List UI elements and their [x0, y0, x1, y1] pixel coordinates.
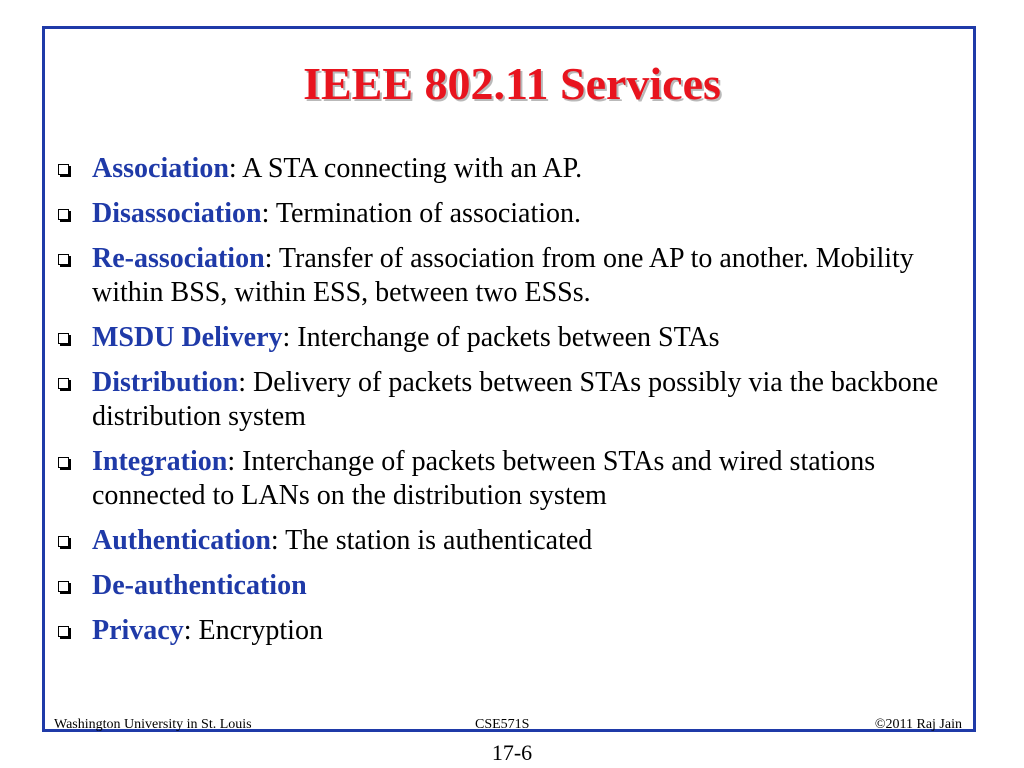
bullet-integration: [52, 445, 952, 513]
footer-copyright: ©2011 Raj Jain: [874, 717, 962, 732]
bullet-text: : A STA connecting with an AP.: [228, 153, 583, 184]
square-bullet-icon: [58, 626, 69, 637]
bullet-text: : Termination of association.: [261, 198, 582, 229]
square-bullet-icon: [58, 164, 69, 175]
bullet-term: Integration: [92, 446, 228, 477]
bullet-msdu-delivery: [52, 321, 952, 355]
bullet-term: Association: [92, 153, 229, 184]
bullet-text: : Interchange of packets between STAs and wired stations connected to LANs on the distribution system: [92, 446, 876, 511]
bullet-privacy: [52, 614, 952, 648]
bullet-text: : The station is authenticated: [270, 525, 593, 556]
slide-title: IEEE 802.11 Services: [303, 58, 721, 109]
square-bullet-icon: [58, 457, 69, 468]
bullet-de-authentication: [52, 569, 952, 603]
page-number: 17-6: [491, 740, 533, 765]
bullet-term: Privacy: [92, 615, 184, 646]
bullet-term: Re-association: [92, 243, 265, 274]
square-bullet-icon: [58, 581, 69, 592]
bullet-term: Disassociation: [92, 198, 262, 229]
bullet-text: : Encryption: [183, 615, 323, 646]
square-bullet-icon: [58, 254, 69, 265]
bullet-disassociation: [52, 197, 952, 231]
bullet-re-association: [52, 242, 952, 310]
bullet-term: De-authentication: [92, 570, 307, 601]
bullet-text: : Delivery of packets between STAs possibly via the backbone distribution system: [92, 367, 939, 432]
square-bullet-icon: [58, 378, 69, 389]
square-bullet-icon: [58, 536, 69, 547]
bullet-list: [52, 152, 952, 659]
bullet-authentication: [52, 524, 952, 558]
bullet-text: : Interchange of packets between STAs: [282, 322, 720, 353]
square-bullet-icon: [58, 333, 69, 344]
footer-institution: Washington University in St. Louis: [54, 717, 252, 732]
bullet-term: Distribution: [92, 367, 239, 398]
bullet-association: [52, 152, 952, 186]
bullet-distribution: [52, 366, 952, 434]
bullet-term: MSDU Delivery: [92, 322, 283, 353]
bullet-term: Authentication: [92, 525, 271, 556]
bullet-text: : Transfer of association from one AP to another. Mobility within BSS, within ESS, between two ESSs.: [92, 243, 914, 308]
footer-course: CSE571S: [475, 717, 530, 732]
square-bullet-icon: [58, 209, 69, 220]
